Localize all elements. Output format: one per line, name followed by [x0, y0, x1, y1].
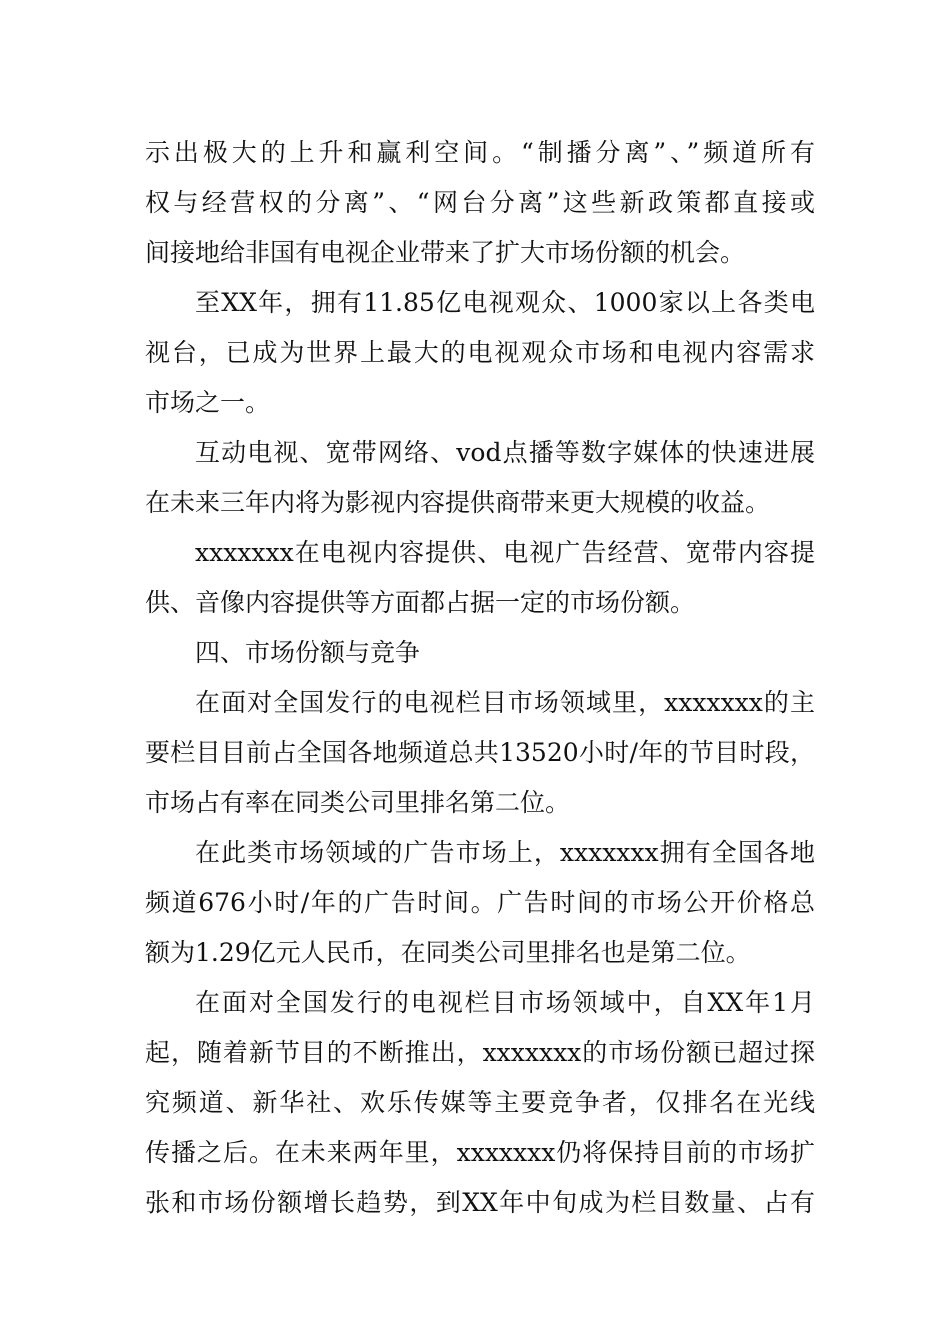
text-line: 互动电视、宽带网络、vod点播等数字媒体的快速进展 — [195, 438, 815, 467]
text-line: 市场占有率在同类公司里排名第二位。 — [145, 788, 571, 817]
text-line: 视台，已成为世界上最大的电视观众市场和电视内容需求 — [145, 338, 815, 367]
text-line: 在面对全国发行的电视栏目市场领域中，自XX年1月 — [195, 988, 815, 1017]
text-line: 要栏目目前占全国各地频道总共13520小时/年的节目时段， — [145, 738, 815, 767]
text-line: 传播之后。在未来两年里，xxxxxxx仍将保持目前的市场扩 — [145, 1138, 815, 1167]
text-line: 至XX年，拥有11.85亿电视观众、1000家以上各类电 — [195, 288, 815, 317]
text-line: 究频道、新华社、欢乐传媒等主要竞争者，仅排名在光线 — [145, 1088, 815, 1117]
text-line: 供、音像内容提供等方面都占据一定的市场份额。 — [145, 588, 696, 617]
text-line: 示出极大的上升和赢利空间。“制播分离”、”频道所有 — [145, 138, 815, 167]
section-heading: 四、市场份额与竞争 — [195, 638, 421, 667]
text-line: 起，随着新节目的不断推出，xxxxxxx的市场份额已超过探 — [145, 1038, 815, 1067]
text-line: 在此类市场领域的广告市场上，xxxxxxx拥有全国各地 — [195, 838, 815, 867]
text-line: 张和市场份额增长趋势，到XX年中旬成为栏目数量、占有 — [145, 1188, 815, 1217]
text-line: 在未来三年内将为影视内容提供商带来更大规模的收益。 — [145, 488, 771, 517]
text-line: 在面对全国发行的电视栏目市场领域里，xxxxxxx的主 — [195, 688, 815, 717]
text-line: 权与经营权的分离”、“网台分离”这些新政策都直接或 — [145, 188, 815, 217]
text-line: xxxxxxx在电视内容提供、电视广告经营、宽带内容提 — [195, 538, 815, 567]
body-text — [145, 128, 815, 1228]
text-line: 间接地给非国有电视企业带来了扩大市场份额的机会。 — [145, 238, 746, 267]
text-line: 市场之一。 — [145, 388, 271, 417]
text-line: 频道676小时/年的广告时间。广告时间的市场公开价格总 — [145, 888, 815, 917]
text-line: 额为1.29亿元人民币，在同类公司里排名也是第二位。 — [145, 938, 751, 967]
